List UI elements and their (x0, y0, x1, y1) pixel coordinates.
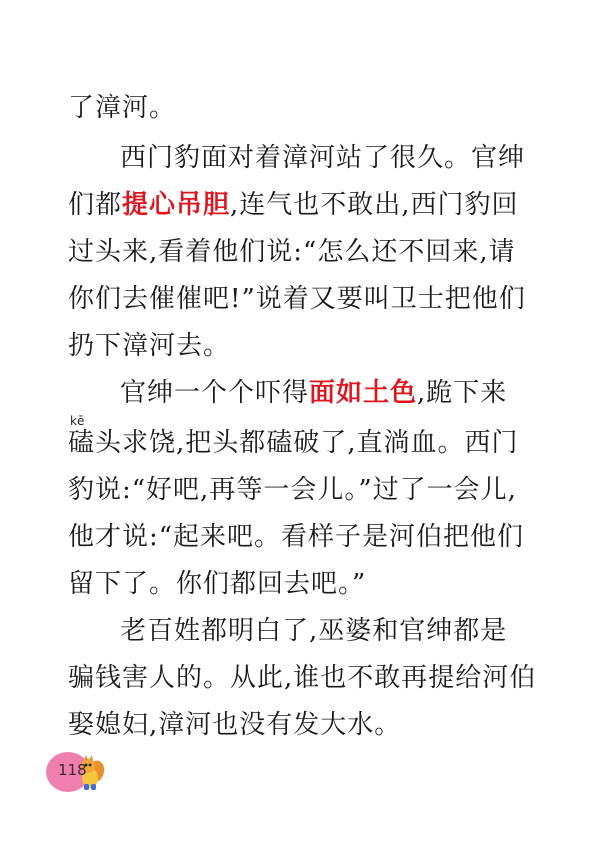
text-span: ,连气也不敢出,西门豹回 (230, 190, 519, 220)
page-number: 118 (58, 761, 87, 779)
text-line: 豹说:“好吧,再等一会儿。”过了一会儿, (68, 475, 517, 505)
text-line (120, 378, 512, 408)
idiom-highlight: 提心吊胆 (122, 190, 231, 220)
text-line: 你们去催催吧!”说着又要叫卫士把他们 (68, 284, 526, 314)
text-span: 们都 (68, 190, 123, 220)
text-line: 磕头求饶,把头都磕破了,直淌血。西门 (68, 428, 519, 458)
text-line: 扔下漳河去。 (68, 331, 231, 361)
text-line: 骗钱害人的。从此,谁也不敢再提给河伯 (68, 663, 537, 693)
idiom-highlight: 面如土色 (309, 378, 418, 408)
text-line: 老百姓都明白了,巫婆和官绅都是 (120, 616, 508, 646)
text-span: ,跪下来 (417, 378, 508, 408)
pinyin-annotation: kē (70, 414, 85, 428)
text-line: 西门豹面对着漳河站了很久。官绅 (120, 143, 526, 173)
text-line: 他才说:“起来吧。看样子是河伯把他们 (68, 522, 525, 552)
text-line (68, 190, 519, 220)
text-span: 官绅一个个吓得 (120, 378, 310, 408)
text-line: 了漳河。 (68, 93, 177, 123)
text-line: 过头来,看着他们说:“怎么还不回来,请 (68, 237, 516, 267)
text-line: 娶媳妇,漳河也没有发大水。 (68, 710, 402, 740)
text-line: 留下了。你们都回去吧。” (68, 569, 367, 599)
